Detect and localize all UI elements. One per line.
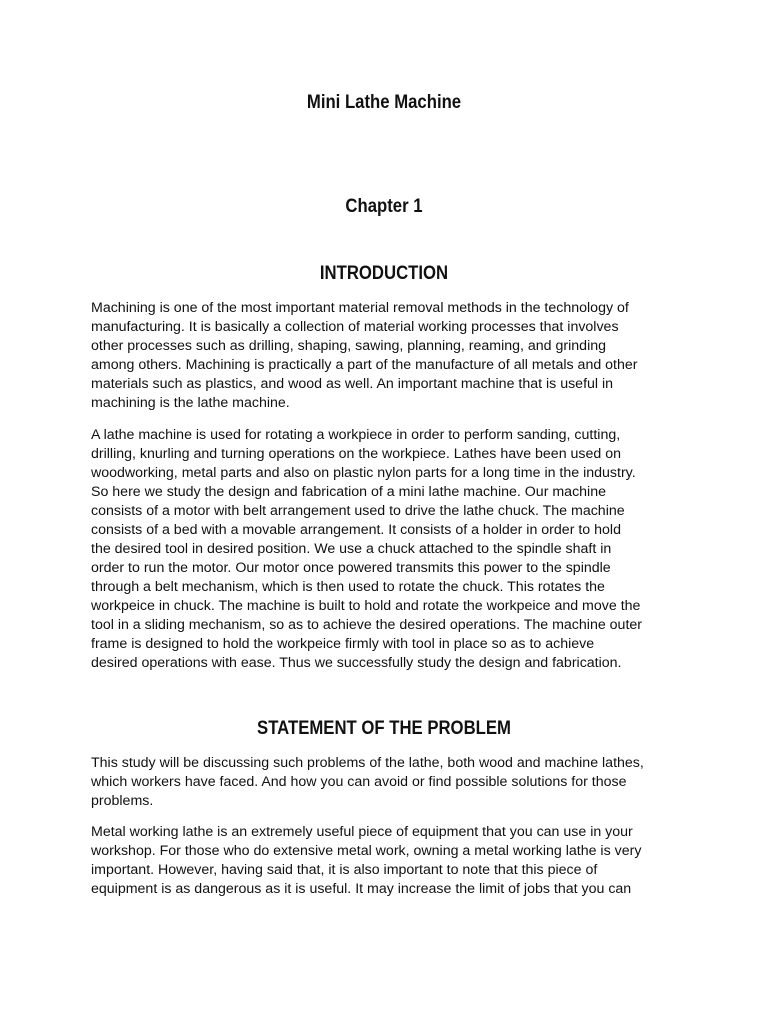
text-line: workshop. For those who do extensive metal work, owning a metal working lathe is very (91, 843, 642, 859)
text-line: drilling, knurling and turning operations on the workpiece. Lathes have been used on (91, 446, 622, 462)
text-line: problems. (91, 793, 154, 809)
text-line: A lathe machine is used for rotating a workpiece in order to perform sanding, cutting, (91, 427, 621, 443)
text-line: This study will be discussing such problems of the lathe, both wood and machine lathes, (91, 755, 644, 771)
text-line: So here we study the design and fabrication of a mini lathe machine. Our machine (91, 484, 606, 500)
paragraph-intro-1 (91, 299, 677, 413)
text-line: the desired tool in desired position. We use a chuck attached to the spindle shaft in (91, 541, 612, 557)
paragraph-problem-2 (91, 823, 677, 899)
section-heading-statement-of-problem: STATEMENT OF THE PROBLEM (257, 718, 511, 739)
text-line: manufacturing. It is basically a collection of material working processes that involves (91, 319, 619, 335)
text-line: Machining is one of the most important material removal methods in the technology of (91, 300, 629, 316)
text-line: which workers have faced. And how you can avoid or find possible solutions for those (91, 774, 627, 790)
paragraph-intro-2 (91, 426, 677, 673)
text-line: tool in a sliding mechanism, so as to achieve the desired operations. The machine outer (91, 617, 642, 633)
section-heading-introduction: INTRODUCTION (319, 263, 449, 284)
text-line: important. However, having said that, it is also important to note that this piece of (91, 862, 598, 878)
text-line: desired operations with ease. Thus we successfully study the design and fabrication. (91, 655, 622, 671)
text-line: consists of a motor with belt arrangement used to drive the lathe chuck. The machine (91, 503, 625, 519)
chapter-heading: Chapter 1 (345, 196, 423, 217)
text-line: workpeice in chuck. The machine is built to hold and rotate the workpeice and move the (91, 598, 641, 614)
text-line: woodworking, metal parts and also on plastic nylon parts for a long time in the industry. (91, 465, 636, 481)
text-line: among others. Machining is practically a part of the manufacture of all metals and other (91, 357, 638, 373)
paragraph-problem-1 (91, 754, 677, 811)
text-line: machining is the lathe machine. (91, 395, 290, 411)
text-line: Metal working lathe is an extremely useful piece of equipment that you can use in your (91, 824, 633, 840)
text-line: materials such as plastics, and wood as well. An important machine that is useful in (91, 376, 614, 392)
text-line: other processes such as drilling, shaping, sawing, planning, reaming, and grinding (91, 338, 606, 354)
text-line: order to run the motor. Our motor once powered transmits this power to the spindle (91, 560, 611, 576)
text-line: through a belt mechanism, which is then used to rotate the chuck. This rotates the (91, 579, 605, 595)
text-line: consists of a bed with a movable arrangement. It consists of a holder in order to hold (91, 522, 621, 538)
text-line: equipment is as dangerous as it is useful. It may increase the limit of jobs that you can (91, 881, 632, 897)
text-line: frame is designed to hold the workpeice firmly with tool in place so as to achieve (91, 636, 595, 652)
document-title: Mini Lathe Machine (306, 92, 462, 113)
